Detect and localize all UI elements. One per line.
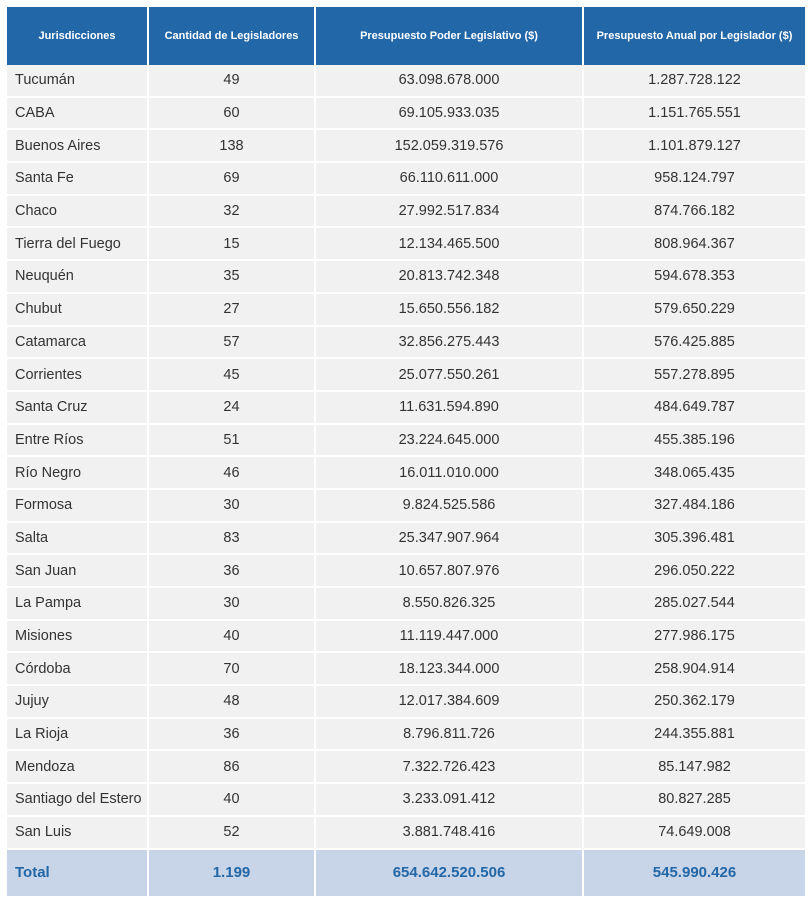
cell-jurisdiction: Chaco — [7, 196, 149, 229]
cell-jurisdiction: San Juan — [7, 555, 149, 588]
cell-per-legislator: 277.986.175 — [584, 621, 805, 654]
cell-legislators: 27 — [149, 294, 316, 327]
table-row — [7, 294, 805, 327]
cell-legislators: 46 — [149, 457, 316, 490]
cell-jurisdiction: Santa Cruz — [7, 392, 149, 425]
total-budget: 654.642.520.506 — [316, 850, 584, 896]
table-row — [7, 98, 805, 131]
cell-budget: 23.224.645.000 — [316, 425, 584, 458]
cell-budget: 11.119.447.000 — [316, 621, 584, 654]
cell-per-legislator: 250.362.179 — [584, 686, 805, 719]
cell-legislators: 57 — [149, 327, 316, 360]
cell-per-legislator: 1.101.879.127 — [584, 130, 805, 163]
header-per-legislator: Presupuesto Anual por Legislador ($) — [584, 7, 805, 65]
cell-budget: 32.856.275.443 — [316, 327, 584, 360]
header-legislators: Cantidad de Legisladores — [149, 7, 316, 65]
cell-jurisdiction: Chubut — [7, 294, 149, 327]
table-row — [7, 555, 805, 588]
cell-per-legislator: 958.124.797 — [584, 163, 805, 196]
cell-per-legislator: 305.396.481 — [584, 523, 805, 556]
cell-per-legislator: 296.050.222 — [584, 555, 805, 588]
table-row — [7, 130, 805, 163]
cell-legislators: 32 — [149, 196, 316, 229]
table-row — [7, 490, 805, 523]
table-row — [7, 523, 805, 556]
cell-per-legislator: 1.151.765.551 — [584, 98, 805, 131]
cell-budget: 25.347.907.964 — [316, 523, 584, 556]
cell-legislators: 70 — [149, 653, 316, 686]
table-row — [7, 392, 805, 425]
cell-jurisdiction: Santiago del Estero — [7, 784, 149, 817]
cell-jurisdiction: CABA — [7, 98, 149, 131]
cell-jurisdiction: Córdoba — [7, 653, 149, 686]
cell-budget: 69.105.933.035 — [316, 98, 584, 131]
cell-legislators: 52 — [149, 817, 316, 850]
table-footer — [7, 850, 805, 896]
cell-legislators: 30 — [149, 588, 316, 621]
table-row — [7, 653, 805, 686]
cell-legislators: 49 — [149, 65, 316, 98]
cell-per-legislator: 484.649.787 — [584, 392, 805, 425]
table-row — [7, 163, 805, 196]
cell-legislators: 60 — [149, 98, 316, 131]
cell-per-legislator: 808.964.367 — [584, 228, 805, 261]
cell-per-legislator: 285.027.544 — [584, 588, 805, 621]
cell-jurisdiction: Jujuy — [7, 686, 149, 719]
cell-budget: 11.631.594.890 — [316, 392, 584, 425]
cell-budget: 66.110.611.000 — [316, 163, 584, 196]
cell-per-legislator: 348.065.435 — [584, 457, 805, 490]
table-header — [7, 7, 805, 65]
cell-budget: 3.881.748.416 — [316, 817, 584, 850]
table-row — [7, 686, 805, 719]
table-row — [7, 621, 805, 654]
cell-legislators: 45 — [149, 359, 316, 392]
cell-per-legislator: 874.766.182 — [584, 196, 805, 229]
cell-jurisdiction: Catamarca — [7, 327, 149, 360]
cell-jurisdiction: La Rioja — [7, 719, 149, 752]
cell-budget: 152.059.319.576 — [316, 130, 584, 163]
cell-budget: 3.233.091.412 — [316, 784, 584, 817]
cell-budget: 8.550.826.325 — [316, 588, 584, 621]
cell-budget: 10.657.807.976 — [316, 555, 584, 588]
table-row — [7, 65, 805, 98]
cell-per-legislator: 579.650.229 — [584, 294, 805, 327]
cell-per-legislator: 327.484.186 — [584, 490, 805, 523]
cell-per-legislator: 85.147.982 — [584, 751, 805, 784]
cell-jurisdiction: Mendoza — [7, 751, 149, 784]
cell-legislators: 69 — [149, 163, 316, 196]
total-row — [7, 850, 805, 896]
table-row — [7, 719, 805, 752]
cell-jurisdiction: Salta — [7, 523, 149, 556]
cell-budget: 27.992.517.834 — [316, 196, 584, 229]
cell-per-legislator: 80.827.285 — [584, 784, 805, 817]
cell-legislators: 24 — [149, 392, 316, 425]
table-row — [7, 751, 805, 784]
cell-budget: 12.017.384.609 — [316, 686, 584, 719]
table-row — [7, 196, 805, 229]
cell-jurisdiction: Formosa — [7, 490, 149, 523]
header-row — [7, 7, 805, 65]
cell-budget: 18.123.344.000 — [316, 653, 584, 686]
cell-legislators: 15 — [149, 228, 316, 261]
table-body — [7, 65, 805, 850]
cell-jurisdiction: Tierra del Fuego — [7, 228, 149, 261]
table-row — [7, 784, 805, 817]
cell-jurisdiction: Misiones — [7, 621, 149, 654]
table-row — [7, 457, 805, 490]
cell-per-legislator: 258.904.914 — [584, 653, 805, 686]
cell-budget: 12.134.465.500 — [316, 228, 584, 261]
cell-budget: 8.796.811.726 — [316, 719, 584, 752]
header-budget: Presupuesto Poder Legislativo ($) — [316, 7, 584, 65]
cell-jurisdiction: Santa Fe — [7, 163, 149, 196]
cell-legislators: 48 — [149, 686, 316, 719]
cell-legislators: 138 — [149, 130, 316, 163]
table-row — [7, 261, 805, 294]
table-row — [7, 425, 805, 458]
cell-budget: 9.824.525.586 — [316, 490, 584, 523]
cell-budget: 16.011.010.000 — [316, 457, 584, 490]
cell-budget: 20.813.742.348 — [316, 261, 584, 294]
cell-jurisdiction: Buenos Aires — [7, 130, 149, 163]
table-row — [7, 327, 805, 360]
legislative-budget-table — [7, 7, 805, 896]
cell-per-legislator: 74.649.008 — [584, 817, 805, 850]
table-row — [7, 228, 805, 261]
cell-legislators: 35 — [149, 261, 316, 294]
cell-legislators: 86 — [149, 751, 316, 784]
cell-jurisdiction: Neuquén — [7, 261, 149, 294]
cell-budget: 7.322.726.423 — [316, 751, 584, 784]
table-row — [7, 588, 805, 621]
header-jurisdiction: Jurisdicciones — [7, 7, 149, 65]
cell-legislators: 36 — [149, 719, 316, 752]
cell-per-legislator: 576.425.885 — [584, 327, 805, 360]
cell-legislators: 83 — [149, 523, 316, 556]
total-legislators: 1.199 — [149, 850, 316, 896]
total-label: Total — [7, 850, 149, 896]
cell-legislators: 40 — [149, 784, 316, 817]
cell-legislators: 40 — [149, 621, 316, 654]
cell-jurisdiction: Tucumán — [7, 65, 149, 98]
cell-legislators: 51 — [149, 425, 316, 458]
total-per-legislator: 545.990.426 — [584, 850, 805, 896]
cell-jurisdiction: La Pampa — [7, 588, 149, 621]
cell-per-legislator: 244.355.881 — [584, 719, 805, 752]
cell-legislators: 36 — [149, 555, 316, 588]
cell-per-legislator: 1.287.728.122 — [584, 65, 805, 98]
cell-jurisdiction: Entre Ríos — [7, 425, 149, 458]
cell-jurisdiction: Corrientes — [7, 359, 149, 392]
cell-per-legislator: 557.278.895 — [584, 359, 805, 392]
cell-budget: 63.098.678.000 — [316, 65, 584, 98]
cell-legislators: 30 — [149, 490, 316, 523]
cell-jurisdiction: San Luis — [7, 817, 149, 850]
cell-budget: 25.077.550.261 — [316, 359, 584, 392]
table-row — [7, 817, 805, 850]
table-row — [7, 359, 805, 392]
cell-per-legislator: 594.678.353 — [584, 261, 805, 294]
cell-per-legislator: 455.385.196 — [584, 425, 805, 458]
cell-jurisdiction: Río Negro — [7, 457, 149, 490]
cell-budget: 15.650.556.182 — [316, 294, 584, 327]
